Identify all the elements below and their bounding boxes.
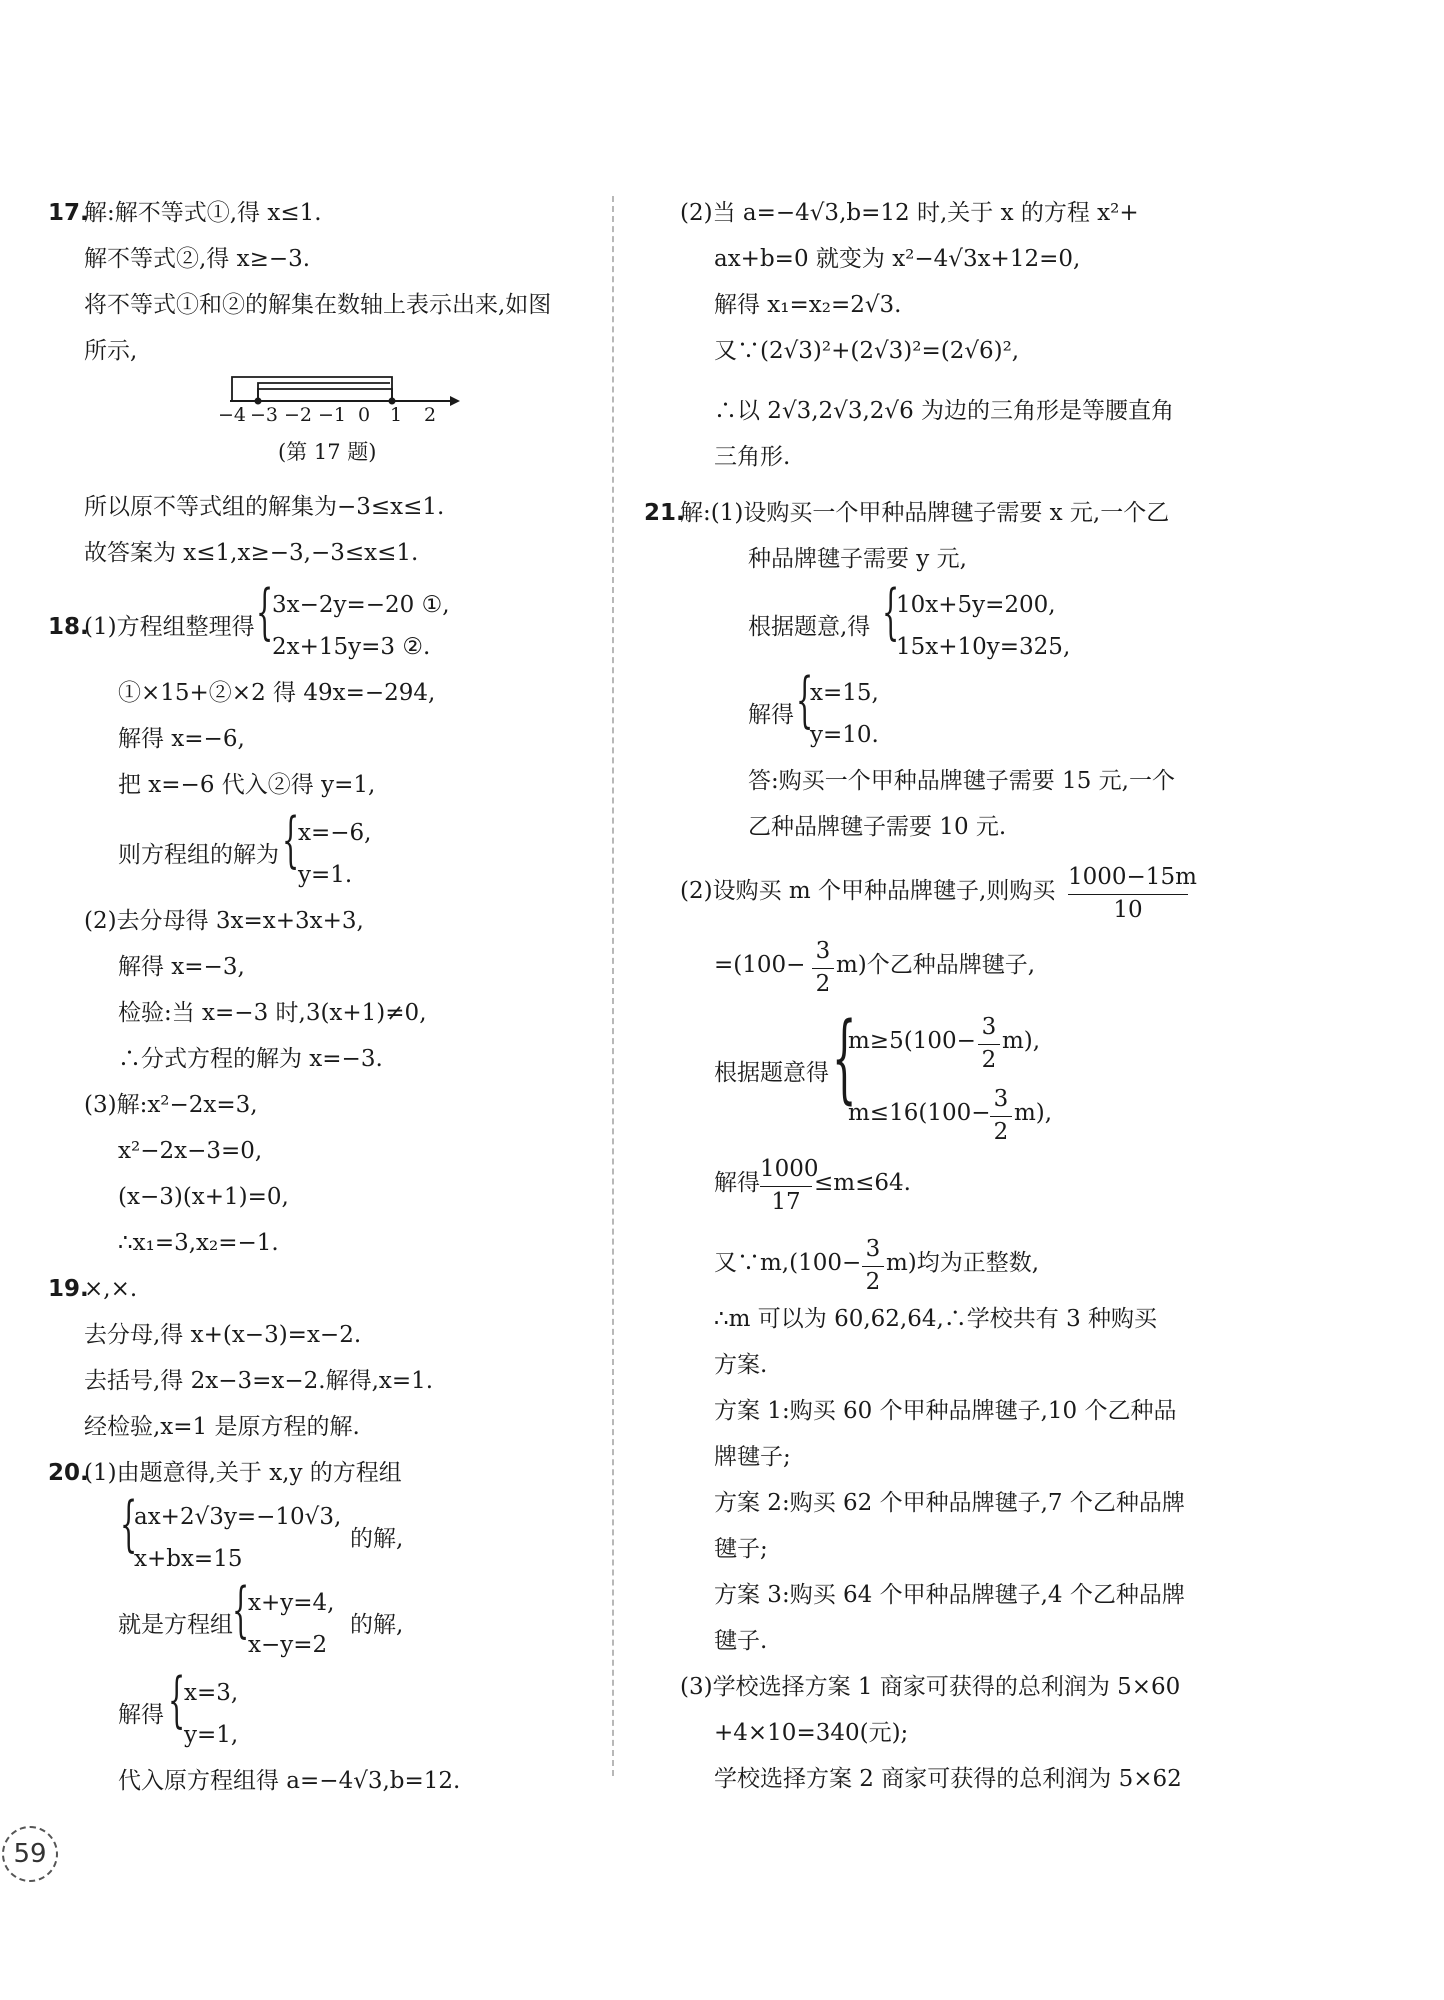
q18-line-5: 则方程组的解为 bbox=[118, 842, 279, 868]
q21-system-2b: y=10. bbox=[810, 722, 879, 748]
q20b-line-3: 解得 x₁=x₂=2√3. bbox=[714, 292, 902, 318]
q21-number: 21. bbox=[644, 500, 685, 526]
fraction-1000-15m-over-10 bbox=[1068, 864, 1197, 924]
q21-line-20: (3)学校选择方案 1 商家可获得的总利润为 5×60 bbox=[680, 1674, 1181, 1700]
fraction-3-over-2 bbox=[978, 1014, 1000, 1074]
q21-line-9: 根据题意得 bbox=[714, 1060, 829, 1086]
q21-line-22: 学校选择方案 2 商家可获得的总利润为 5×62 bbox=[714, 1766, 1182, 1792]
q20b-line-5: ∴以 2√3,2√3,2√6 为边的三角形是等腰直角 bbox=[714, 398, 1175, 424]
q18-line-1: (1)方程组整理得 bbox=[84, 614, 255, 640]
fraction-numerator: 3 bbox=[865, 1236, 881, 1262]
q18-number: 18. bbox=[48, 614, 89, 640]
q17-line-6: 故答案为 x≤1,x≥−3,−3≤x≤1. bbox=[84, 540, 419, 566]
fraction-bar bbox=[978, 1044, 1000, 1045]
fraction-bar bbox=[760, 1186, 812, 1187]
q20-system-3a: x=3, bbox=[184, 1680, 239, 1706]
fraction-numerator: 1000 bbox=[760, 1156, 819, 1182]
q21-line-15: 牌毽子; bbox=[714, 1444, 791, 1470]
fraction-3-over-2 bbox=[862, 1236, 884, 1296]
q21-line-4: 解得 bbox=[748, 702, 794, 728]
q21-line-11a: 又∵m,(100− bbox=[714, 1250, 862, 1276]
q17-line-1: 解:解不等式①,得 x≤1. bbox=[84, 200, 322, 226]
fraction-numerator: 3 bbox=[981, 1014, 997, 1040]
q20b-line-1: (2)当 a=−4√3,b=12 时,关于 x 的方程 x²+ bbox=[680, 200, 1139, 226]
q18-line-2: ①×15+②×2 得 49x=−294, bbox=[118, 680, 436, 706]
q21-system-1b: 15x+10y=325, bbox=[896, 634, 1071, 660]
q17-line-3: 将不等式①和②的解集在数轴上表示出来,如图 bbox=[84, 292, 552, 318]
fraction-bar bbox=[1068, 894, 1188, 895]
q21-line-2: 种品牌毽子需要 y 元, bbox=[748, 546, 967, 572]
q21-ineq-2a: m≤16(100− bbox=[848, 1100, 991, 1126]
q20-system-3b: y=1, bbox=[184, 1722, 239, 1748]
q21-line-10b: ≤m≤64. bbox=[814, 1170, 911, 1196]
page-number-badge: 59 bbox=[2, 1826, 58, 1882]
fraction-numerator: 1000−15m bbox=[1068, 864, 1197, 890]
solution-bracket-ge bbox=[258, 383, 390, 401]
fraction-1000-over-17 bbox=[760, 1156, 819, 1216]
fraction-bar bbox=[990, 1116, 1012, 1117]
q21-line-3: 根据题意,得 bbox=[748, 614, 871, 640]
q21-line-1: 解:(1)设购买一个甲种品牌毽子需要 x 元,一个乙 bbox=[680, 500, 1170, 526]
q21-line-18: 方案 3:购买 64 个甲种品牌毽子,4 个乙种品牌 bbox=[714, 1582, 1185, 1608]
q18-line-12: (x−3)(x+1)=0, bbox=[118, 1184, 289, 1210]
q21-system-2a: x=15, bbox=[810, 680, 879, 706]
fraction-numerator: 3 bbox=[815, 938, 831, 964]
q21-line-7: (2)设购买 m 个甲种品牌毽子,则购买 bbox=[680, 878, 1056, 904]
fraction-3-over-2 bbox=[812, 938, 834, 998]
q17-line-2: 解不等式②,得 x≥−3. bbox=[84, 246, 311, 272]
q20-line-1: (1)由题意得,关于 x,y 的方程组 bbox=[84, 1460, 402, 1486]
q19-line-1: ×,×. bbox=[84, 1276, 138, 1302]
q20b-line-4: 又∵(2√3)²+(2√3)²=(2√6)², bbox=[714, 338, 1020, 364]
fraction-denominator: 10 bbox=[1113, 896, 1143, 923]
q17-line-5: 所以原不等式组的解集为−3≤x≤1. bbox=[84, 494, 445, 520]
system-brace: { bbox=[256, 577, 274, 647]
q20-line-4: 代入原方程组得 a=−4√3,b=12. bbox=[118, 1768, 461, 1794]
q21-ineq-1b: m), bbox=[1002, 1028, 1041, 1054]
q20-system-1a: ax+2√3y=−10√3, bbox=[134, 1504, 342, 1530]
q20-line-2: 就是方程组 bbox=[118, 1612, 233, 1638]
q18-line-11: x²−2x−3=0, bbox=[118, 1138, 263, 1164]
q18-line-7: 解得 x=−3, bbox=[118, 954, 245, 980]
q21-line-11b: m)均为正整数, bbox=[886, 1250, 1040, 1276]
q21-line-8b: m)个乙种品牌毽子, bbox=[836, 952, 1036, 978]
system-brace: { bbox=[796, 665, 814, 735]
q18-system-1b: 2x+15y=3 ②. bbox=[272, 634, 431, 660]
system-brace: { bbox=[282, 805, 300, 875]
q21-line-10a: 解得 bbox=[714, 1170, 760, 1196]
q21-line-14: 方案 1:购买 60 个甲种品牌毽子,10 个乙种品 bbox=[714, 1398, 1177, 1424]
q19-line-3: 去括号,得 2x−3=x−2.解得,x=1. bbox=[84, 1368, 434, 1394]
q20-system-1b: x+bx=15 bbox=[134, 1546, 243, 1572]
q21-line-19: 毽子. bbox=[714, 1628, 768, 1654]
q18-line-3: 解得 x=−6, bbox=[118, 726, 245, 752]
system-brace: { bbox=[120, 1489, 138, 1559]
fraction-bar bbox=[812, 968, 834, 969]
q18-line-13: ∴x₁=3,x₂=−1. bbox=[118, 1230, 279, 1256]
q20b-line-2: ax+b=0 就变为 x²−4√3x+12=0, bbox=[714, 246, 1081, 272]
q19-line-4: 经检验,x=1 是原方程的解. bbox=[84, 1414, 360, 1440]
figure-caption: (第 17 题) bbox=[278, 440, 377, 464]
q18-line-6: (2)去分母得 3x=x+3x+3, bbox=[84, 908, 364, 934]
system-brace: { bbox=[168, 1665, 186, 1735]
q18-line-8: 检验:当 x=−3 时,3(x+1)≠0, bbox=[118, 1000, 427, 1026]
tick-label: 1 bbox=[390, 404, 403, 426]
tick-label: 2 bbox=[424, 404, 437, 426]
fraction-bar bbox=[862, 1266, 884, 1267]
fraction-denominator: 2 bbox=[815, 970, 831, 997]
column-divider bbox=[612, 196, 614, 1776]
q21-line-8a: =(100− bbox=[714, 952, 806, 978]
fraction-denominator: 2 bbox=[981, 1046, 997, 1073]
q21-line-5: 答:购买一个甲种品牌毽子需要 15 元,一个 bbox=[748, 768, 1175, 794]
fraction-denominator: 17 bbox=[771, 1188, 801, 1215]
q20-number: 20. bbox=[48, 1460, 89, 1486]
q20b-line-6: 三角形. bbox=[714, 444, 791, 470]
tick-label: −3 bbox=[250, 404, 279, 426]
tick-label: −2 bbox=[284, 404, 313, 426]
tick-label: −4 bbox=[218, 404, 247, 426]
q21-line-13: 方案. bbox=[714, 1352, 768, 1378]
q21-line-21: +4×10=340(元); bbox=[714, 1720, 909, 1746]
q18-system-2a: x=−6, bbox=[298, 820, 372, 846]
q20-system-2b: x−y=2 bbox=[248, 1632, 328, 1658]
system-brace: { bbox=[832, 1002, 857, 1114]
q18-system-2b: y=1. bbox=[298, 862, 353, 888]
tick-label: 0 bbox=[358, 404, 371, 426]
q18-line-4: 把 x=−6 代入②得 y=1, bbox=[118, 772, 376, 798]
fraction-numerator: 3 bbox=[993, 1086, 1009, 1112]
q21-ineq-2b: m), bbox=[1014, 1100, 1053, 1126]
q20-system-2c: 的解, bbox=[350, 1612, 404, 1638]
q20-system-1c: 的解, bbox=[350, 1526, 404, 1552]
q17-line-4: 所示, bbox=[84, 338, 138, 364]
fraction-denominator: 2 bbox=[993, 1118, 1009, 1145]
q21-line-17: 毽子; bbox=[714, 1536, 768, 1562]
tick-label: −1 bbox=[318, 404, 347, 426]
q19-line-2: 去分母,得 x+(x−3)=x−2. bbox=[84, 1322, 362, 1348]
q18-line-10: (3)解:x²−2x=3, bbox=[84, 1092, 258, 1118]
q21-system-1a: 10x+5y=200, bbox=[896, 592, 1056, 618]
solution-bracket-overlap bbox=[258, 389, 392, 401]
q18-system-1a: 3x−2y=−20 ①, bbox=[272, 592, 450, 618]
fraction-denominator: 2 bbox=[865, 1268, 881, 1295]
fraction-3-over-2 bbox=[990, 1086, 1012, 1146]
q18-line-9: ∴分式方程的解为 x=−3. bbox=[118, 1046, 383, 1072]
q21-line-12: ∴m 可以为 60,62,64,∴学校共有 3 种购买 bbox=[714, 1306, 1158, 1332]
number-line-arrow bbox=[450, 396, 460, 406]
q21-ineq-1a: m≥5(100− bbox=[848, 1028, 976, 1054]
q20-line-3: 解得 bbox=[118, 1702, 164, 1728]
system-brace: { bbox=[232, 1575, 250, 1645]
q20-system-2a: x+y=4, bbox=[248, 1590, 335, 1616]
q19-number: 19. bbox=[48, 1276, 89, 1302]
system-brace: { bbox=[882, 577, 900, 647]
q21-line-6: 乙种品牌毽子需要 10 元. bbox=[748, 814, 1007, 840]
q17-number: 17. bbox=[48, 200, 89, 226]
q21-line-16: 方案 2:购买 62 个甲种品牌毽子,7 个乙种品牌 bbox=[714, 1490, 1185, 1516]
